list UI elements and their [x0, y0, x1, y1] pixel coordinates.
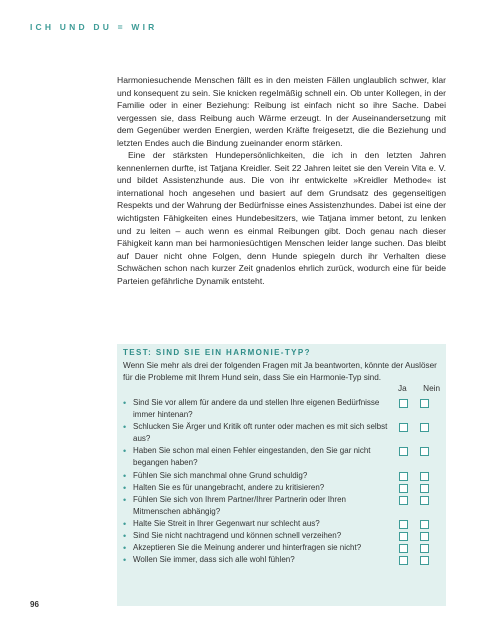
question-text: Fühlen Sie sich von Ihrem Partner/Ihrer Partnerin oder Ihren Mitmenschen abhängig? — [133, 494, 346, 516]
answer-column-headers — [394, 384, 440, 393]
answer-checkboxes — [399, 421, 429, 432]
yes-column-header: Ja — [398, 384, 407, 393]
question-text: Fühlen Sie sich manchmal ohne Grund schuldig? — [133, 470, 308, 480]
yes-checkbox[interactable] — [399, 447, 408, 456]
question-item — [123, 554, 441, 566]
question-item — [123, 518, 441, 530]
body-text — [117, 74, 446, 287]
yes-checkbox[interactable] — [399, 399, 408, 408]
no-column-header: Nein — [423, 384, 440, 393]
question-item — [123, 542, 441, 554]
answer-checkboxes — [399, 445, 429, 456]
yes-checkbox[interactable] — [399, 496, 408, 505]
bullet-icon: • — [123, 531, 127, 542]
running-header: ICH UND DU = WIR — [30, 22, 158, 32]
body-paragraph: Eine der stärksten Hundepersönlichkeiten, die ich in den letzten Jahren kennenlernen durfte, ist Tatjana Kreidler. Seit 22 Jahren leitet sie den Verein Vita e. V. und bildet Assistenzhunde aus. Die von ihr entwickelte »Kreidler Methode« ist international hoch angesehen und basiert auf dem Grundsatz des gegenseitigen Respekts und der Wahrung der Bedürfnisse eines Assistenzhundes. Dabei ist eine der wichtigsten Fähigkeiten eines Hundebesitzers, wie Tatjana immer betont, zu lenken und zu leiten – auch wenn es einmal Reibungen gibt. Doch genau nach dieser Fähigkeit kann man bei harmoniesüchtigen Menschen leider lange suchen. Das bleibt auf Dauer nicht ohne Folgen, denn Hunde spiegeln durch ihr Verhalten diese Schwächen schon nach kurzer Zeit gnadenlos ehrlich zurück, wodurch eine für beide Parteien gefährliche Dynamik entsteht. — [117, 150, 446, 286]
yes-checkbox[interactable] — [399, 423, 408, 432]
answer-checkboxes — [399, 530, 429, 541]
yes-checkbox[interactable] — [399, 472, 408, 481]
question-item — [123, 530, 441, 542]
bullet-icon: • — [123, 398, 127, 408]
question-item — [123, 421, 441, 445]
answer-checkboxes — [399, 494, 429, 505]
yes-checkbox[interactable] — [399, 532, 408, 541]
no-checkbox[interactable] — [420, 484, 429, 493]
question-item — [123, 445, 441, 469]
no-checkbox[interactable] — [420, 472, 429, 481]
answer-checkboxes — [399, 542, 429, 553]
bullet-icon: • — [123, 470, 127, 481]
no-checkbox[interactable] — [420, 556, 429, 565]
question-text: Halten Sie es für unangebracht, andere zu kritisieren? — [133, 482, 325, 492]
no-checkbox[interactable] — [420, 544, 429, 553]
no-checkbox[interactable] — [420, 423, 429, 432]
no-checkbox[interactable] — [420, 532, 429, 541]
question-text: Akzeptieren Sie die Meinung anderer und hinterfragen sie nicht? — [133, 543, 362, 553]
question-text: Haben Sie schon mal einen Fehler eingestanden, den Sie gar nicht begangen haben? — [133, 446, 371, 468]
test-title: TEST: SIND SIE EIN HARMONIE-TYP? — [123, 348, 311, 357]
question-text: Halte Sie Streit in Ihrer Gegenwart nur schlecht aus? — [133, 518, 320, 528]
bullet-icon: • — [123, 518, 127, 529]
question-item — [123, 470, 441, 482]
question-text: Schlucken Sie Ärger und Kritik oft runter oder machen es mit sich selbst aus? — [133, 422, 388, 444]
answer-checkboxes — [399, 470, 429, 481]
bullet-icon: • — [123, 422, 127, 433]
yes-checkbox[interactable] — [399, 520, 408, 529]
bullet-icon: • — [123, 482, 127, 493]
question-item — [123, 482, 441, 494]
answer-checkboxes — [399, 482, 429, 493]
bullet-icon: • — [123, 494, 127, 505]
yes-checkbox[interactable] — [399, 556, 408, 565]
bullet-icon: • — [123, 543, 127, 554]
no-checkbox[interactable] — [420, 447, 429, 456]
body-paragraph: Harmoniesuchende Menschen fällt es in den meisten Fällen unglaublich schwer, klar und konsequent zu sein. Sie knicken regelmäßig schnell ein. Ob unter Kollegen, in der Familie oder in einer Beziehung: Reibung ist einfach nicht so ihre Sache. Dabei vergessen sie, dass Reibung auch Wärme erzeugt. In der Auseinandersetzung mit dem Gegenüber werden Energien, werden Kräfte freigesetzt, die die Beziehung und letzten Endes auch die Bindung zueinander enorm stärken. — [117, 75, 446, 148]
question-text: Sind Sie nicht nachtragend und können schnell verzeihen? — [133, 531, 342, 541]
yes-checkbox[interactable] — [399, 544, 408, 553]
no-checkbox[interactable] — [420, 520, 429, 529]
question-text: Sind Sie vor allem für andere da und stellen Ihre eigenen Bedürfnisse immer hintenan? — [133, 398, 380, 420]
test-intro: Wenn Sie mehr als drei der folgenden Fragen mit Ja beantworten, könnte der Auslöser für die Probleme mit Ihrem Hund sein, dass Sie ein Harmonie-Typ sind. — [123, 361, 437, 382]
question-item — [123, 397, 441, 421]
bullet-icon: • — [123, 446, 127, 457]
answer-checkboxes — [399, 518, 429, 529]
harmony-test-box — [117, 344, 446, 606]
question-text: Wollen Sie immer, dass sich alle wohl fühlen? — [133, 555, 295, 565]
answer-checkboxes — [399, 554, 429, 565]
question-list — [123, 397, 441, 566]
yes-checkbox[interactable] — [399, 484, 408, 493]
bullet-icon: • — [123, 555, 127, 566]
no-checkbox[interactable] — [420, 496, 429, 505]
question-item — [123, 494, 441, 518]
no-checkbox[interactable] — [420, 399, 429, 408]
answer-checkboxes — [399, 397, 429, 408]
page-number: 96 — [30, 600, 39, 609]
